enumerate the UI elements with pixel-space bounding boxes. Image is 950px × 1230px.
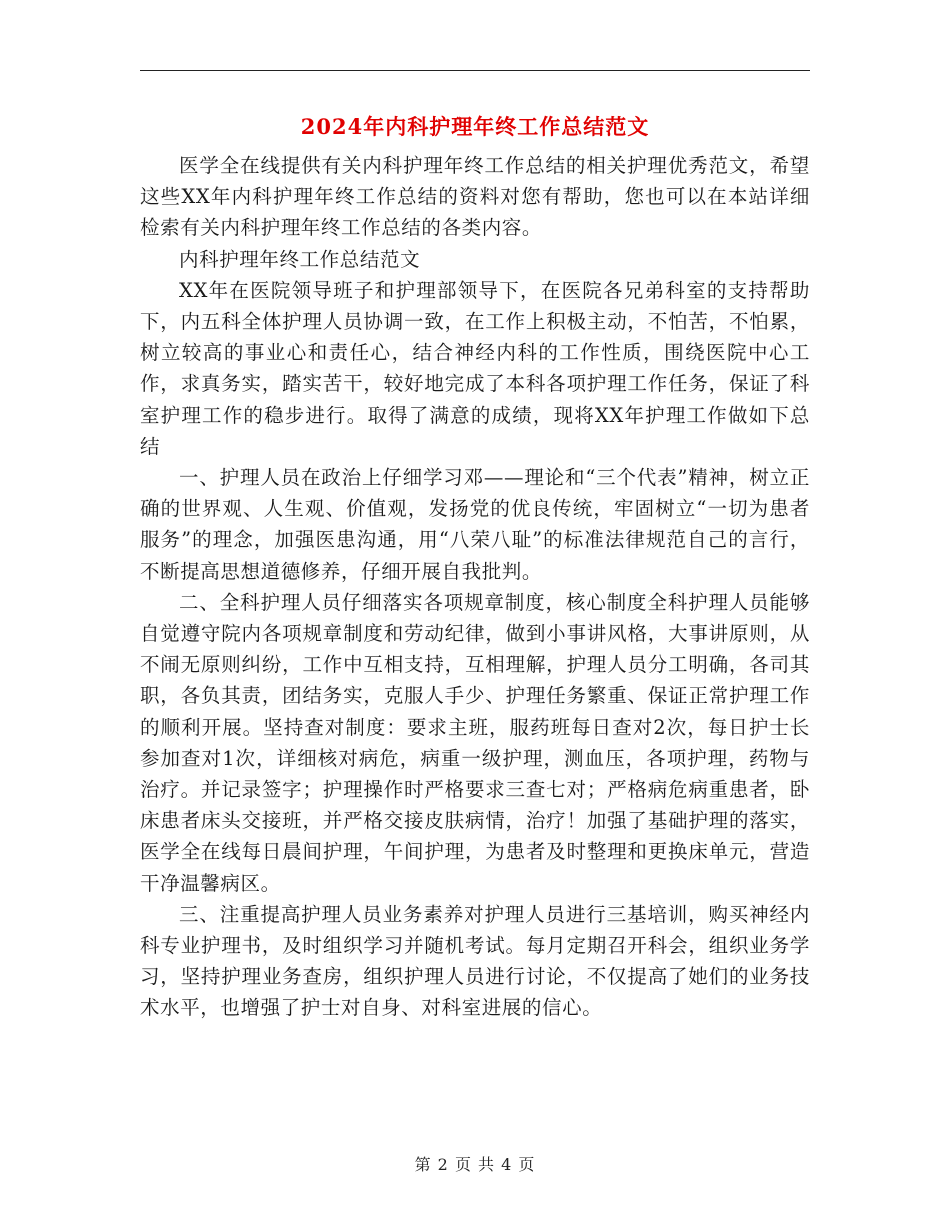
document-body (140, 150, 810, 1024)
section-heading: 内科护理年终工作总结范文 (179, 247, 421, 271)
summary-paragraph: XX年在医院领导班子和护理部领导下，在医院各兄弟科室的支持帮助下，内五科全体护理人员协调一致，在工作上积极主动，不怕苦，不怕累，树立较高的事业心和责任心，结合神经内科的工作性质，围绕医院中心工作，求真务实，踏实苦干，较好地完成了本科各项护理工作任务，保证了科室护理工作的稳步进行。取得了满意的成绩，现将XX年护理工作做如下总结 (140, 278, 810, 458)
point-one-paragraph: 一、护理人员在政治上仔细学习邓——理论和“三个代表”精神，树立正确的世界观、人生观、价值观，发扬党的优良传统，牢固树立“一切为患者服务”的理念，加强医患沟通，用“八荣八耻”的标准法律规范自己的言行，不断提高思想道德修养，仔细开展自我批判。 (140, 466, 810, 583)
point-two-paragraph: 二、全科护理人员仔细落实各项规章制度，核心制度全科护理人员能够自觉遵守院内各项规章制度和劳动纪律，做到小事讲风格，大事讲原则，从不闹无原则纠纷，工作中互相支持，互相理解，护理人员分工明确，各司其职，各负其责，团结务实，克服人手少、护理任务繁重、保证正常护理工作的顺利开展。坚持查对制度：要求主班，服药班每日查对2次，每日护士长参加查对1次，详细核对病危，病重一级护理，测血压，各项护理，药物与治疗。并记录签字；护理操作时严格要求三查七对；严格病危病重患者，卧床患者床头交接班，并严格交接皮肤病情，治疗！加强了基础护理的落实，医学全在线每日晨间护理，午间护理，为患者及时整理和更换床单元，营造干净温馨病区。 (140, 590, 810, 895)
header-rule (140, 70, 810, 71)
point-three-paragraph: 三、注重提高护理人员业务素养对护理人员进行三基培训，购买神经内科专业护理书，及时组织学习并随机考试。每月定期召开科会，组织业务学习，坚持护理业务查房，组织护理人员进行讨论，不仅提高了她们的业务技术水平，也增强了护士对自身、对科室进展的信心。 (140, 902, 810, 1020)
document-title: 2024年内科护理年终工作总结范文 (300, 114, 650, 139)
page-footer: 第 2 页 共 4 页 (414, 1155, 536, 1174)
intro-paragraph: 医学全在线提供有关内科护理年终工作总结的相关护理优秀范文，希望这些XX年内科护理年终工作总结的资料对您有帮助，您也可以在本站详细检索有关内科护理年终工作总结的各类内容。 (140, 154, 810, 240)
